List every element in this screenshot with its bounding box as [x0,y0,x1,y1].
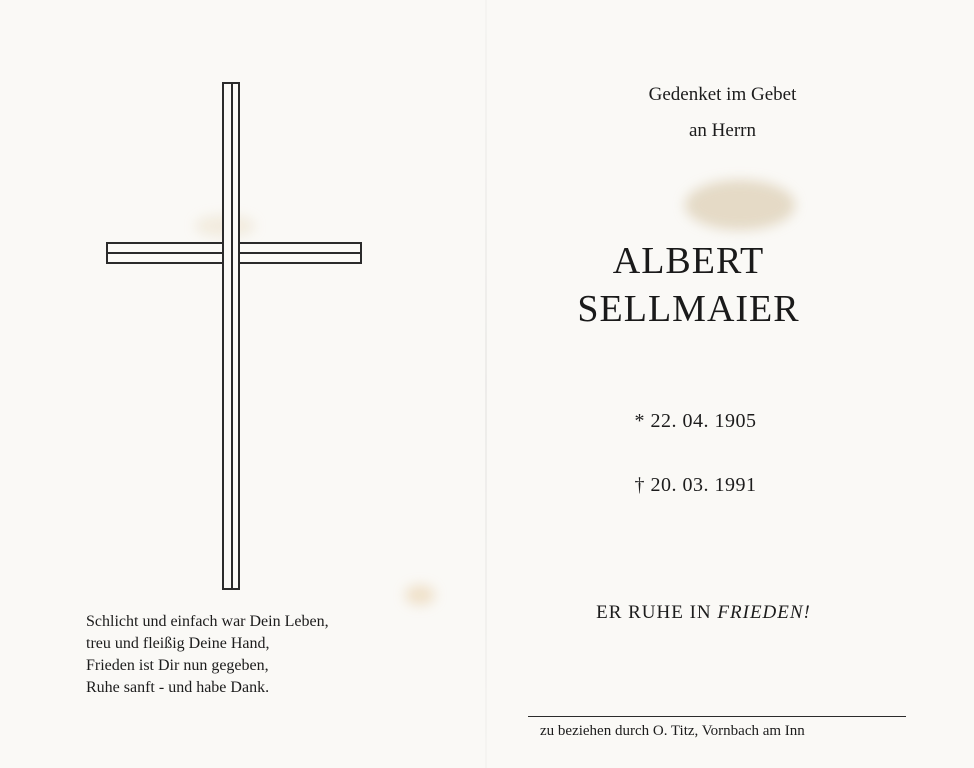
printer-note: zu beziehen durch O. Titz, Vornbach am Inn [540,723,805,739]
death-date: † 20. 03. 1991 [634,474,757,496]
divider-line [528,716,906,717]
left-panel [0,0,485,768]
intro-line: Gedenket im Gebet [648,84,797,105]
deceased-last-name: SELLMAIER [577,288,800,330]
closing-phrase-part: ER RUHE IN [596,602,718,623]
closing-phrase-emphasis: FRIEDEN! [717,602,811,623]
intro-line: an Herrn [689,120,756,141]
cross-icon [222,82,240,590]
poem-line: Schlicht und einfach war Dein Leben, [86,613,329,630]
deceased-first-name: ALBERT [612,240,765,282]
closing-phrase [460,602,947,624]
birth-date: * 22. 04. 1905 [634,410,757,432]
poem-line: Frieden ist Dir nun gegeben, [86,657,269,674]
poem-line: Ruhe sanft - und habe Dank. [86,679,270,696]
right-panel [487,0,974,768]
memorial-poem [86,611,416,699]
poem-line: treu und fleißig Deine Hand, [86,635,270,652]
